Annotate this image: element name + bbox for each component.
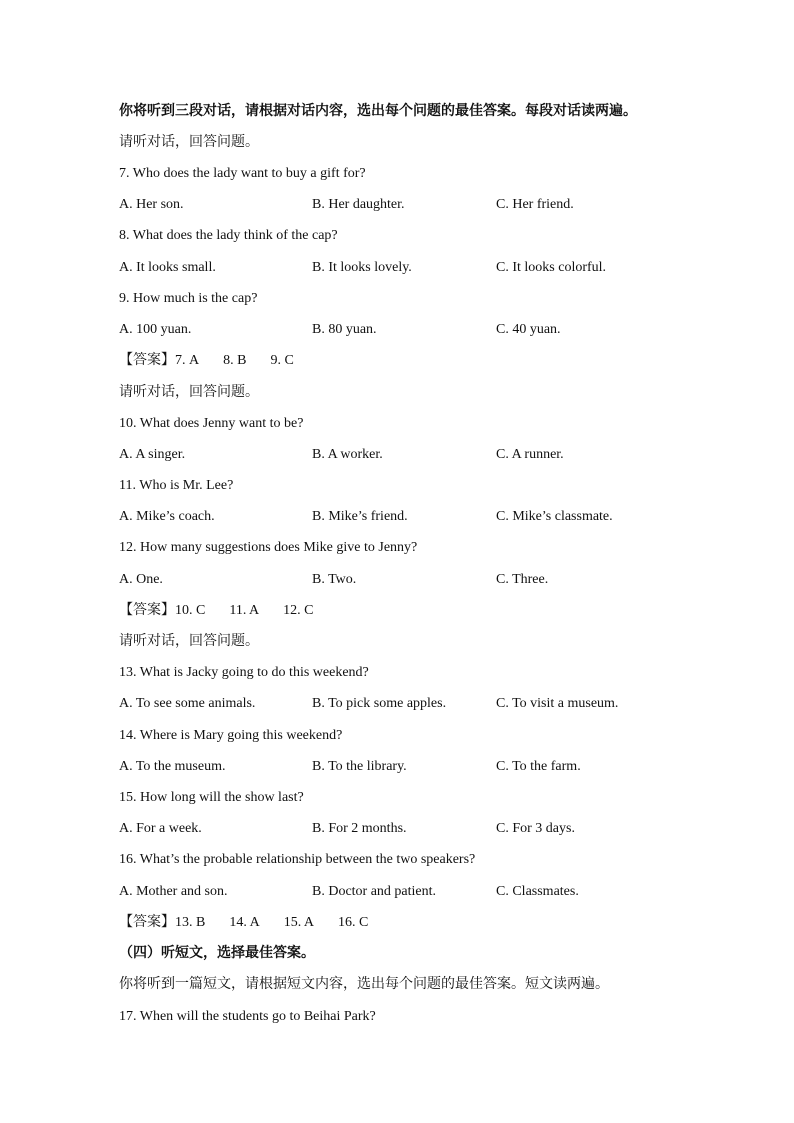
question-12: 12. How many suggestions does Mike give to Jenny? bbox=[119, 540, 418, 555]
option-8b: B. It looks lovely. bbox=[312, 260, 412, 275]
option-8c: C. It looks colorful. bbox=[496, 260, 607, 275]
option-11b: B. Mike’s friend. bbox=[312, 509, 408, 524]
option-9c: C. 40 yuan. bbox=[496, 322, 561, 337]
answer-label: 【答案】 bbox=[119, 353, 175, 368]
answer-item: 12. C bbox=[283, 603, 314, 618]
option-8a: A. It looks small. bbox=[119, 260, 216, 275]
option-10c: C. A runner. bbox=[496, 447, 564, 462]
answer-item: 15. A bbox=[283, 915, 315, 930]
option-10b: B. A worker. bbox=[312, 447, 383, 462]
group-prompt: 请听对话，回答问题。 bbox=[119, 385, 259, 400]
section-heading: （四）听短文，选择最佳答案。 bbox=[119, 946, 315, 961]
option-11a: A. Mike’s coach. bbox=[119, 509, 215, 524]
answer-line bbox=[119, 912, 368, 934]
answer-line bbox=[119, 350, 294, 372]
option-15b: B. For 2 months. bbox=[312, 821, 407, 836]
option-10a: A. A singer. bbox=[119, 447, 186, 462]
answer-item: 9. C bbox=[270, 353, 294, 368]
option-14a: A. To the museum. bbox=[119, 759, 226, 774]
option-9b: B. 80 yuan. bbox=[312, 322, 377, 337]
answer-item: 14. A bbox=[229, 915, 260, 930]
answer-item: 8. B bbox=[223, 353, 247, 368]
question-8: 8. What does the lady think of the cap? bbox=[119, 228, 338, 243]
option-13a: A. To see some animals. bbox=[119, 696, 256, 711]
option-7a: A. Her son. bbox=[119, 197, 184, 212]
option-7c: C. Her friend. bbox=[496, 197, 574, 212]
answer-item: 13. B bbox=[175, 915, 206, 930]
option-14b: B. To the library. bbox=[312, 759, 407, 774]
option-12a: A. One. bbox=[119, 572, 163, 587]
option-9a: A. 100 yuan. bbox=[119, 322, 192, 337]
option-13c: C. To visit a museum. bbox=[496, 696, 619, 711]
option-12b: B. Two. bbox=[312, 572, 357, 587]
question-11: 11. Who is Mr. Lee? bbox=[119, 478, 234, 493]
answer-item: 7. A bbox=[175, 353, 200, 368]
option-16c: C. Classmates. bbox=[496, 884, 579, 899]
answer-item: 16. C bbox=[338, 915, 369, 930]
answer-line bbox=[119, 600, 314, 622]
answer-label: 【答案】 bbox=[119, 915, 175, 930]
group-prompt: 请听对话，回答问题。 bbox=[119, 135, 259, 150]
option-15c: C. For 3 days. bbox=[496, 821, 575, 836]
question-14: 14. Where is Mary going this weekend? bbox=[119, 728, 343, 743]
option-7b: B. Her daughter. bbox=[312, 197, 405, 212]
question-9: 9. How much is the cap? bbox=[119, 291, 258, 306]
question-10: 10. What does Jenny want to be? bbox=[119, 416, 304, 431]
section-instruction: 你将听到三段对话，请根据对话内容，选出每个问题的最佳答案。每段对话读两遍。 bbox=[119, 104, 637, 119]
question-13: 13. What is Jacky going to do this weekend? bbox=[119, 665, 369, 680]
question-16: 16. What’s the probable relationship between the two speakers? bbox=[119, 852, 476, 867]
question-7: 7. Who does the lady want to buy a gift for? bbox=[119, 166, 366, 181]
answer-label: 【答案】 bbox=[119, 603, 175, 618]
option-16a: A. Mother and son. bbox=[119, 884, 228, 899]
option-14c: C. To the farm. bbox=[496, 759, 581, 774]
option-12c: C. Three. bbox=[496, 572, 549, 587]
question-15: 15. How long will the show last? bbox=[119, 790, 304, 805]
section-instruction: 你将听到一篇短文，请根据短文内容，选出每个问题的最佳答案。短文读两遍。 bbox=[119, 977, 609, 992]
option-13b: B. To pick some apples. bbox=[312, 696, 447, 711]
answer-item: 10. C bbox=[175, 603, 206, 618]
question-17: 17. When will the students go to Beihai Park? bbox=[119, 1009, 376, 1024]
group-prompt: 请听对话，回答问题。 bbox=[119, 634, 259, 649]
option-11c: C. Mike’s classmate. bbox=[496, 509, 613, 524]
option-16b: B. Doctor and patient. bbox=[312, 884, 437, 899]
answer-item: 11. A bbox=[229, 603, 260, 618]
option-15a: A. For a week. bbox=[119, 821, 202, 836]
